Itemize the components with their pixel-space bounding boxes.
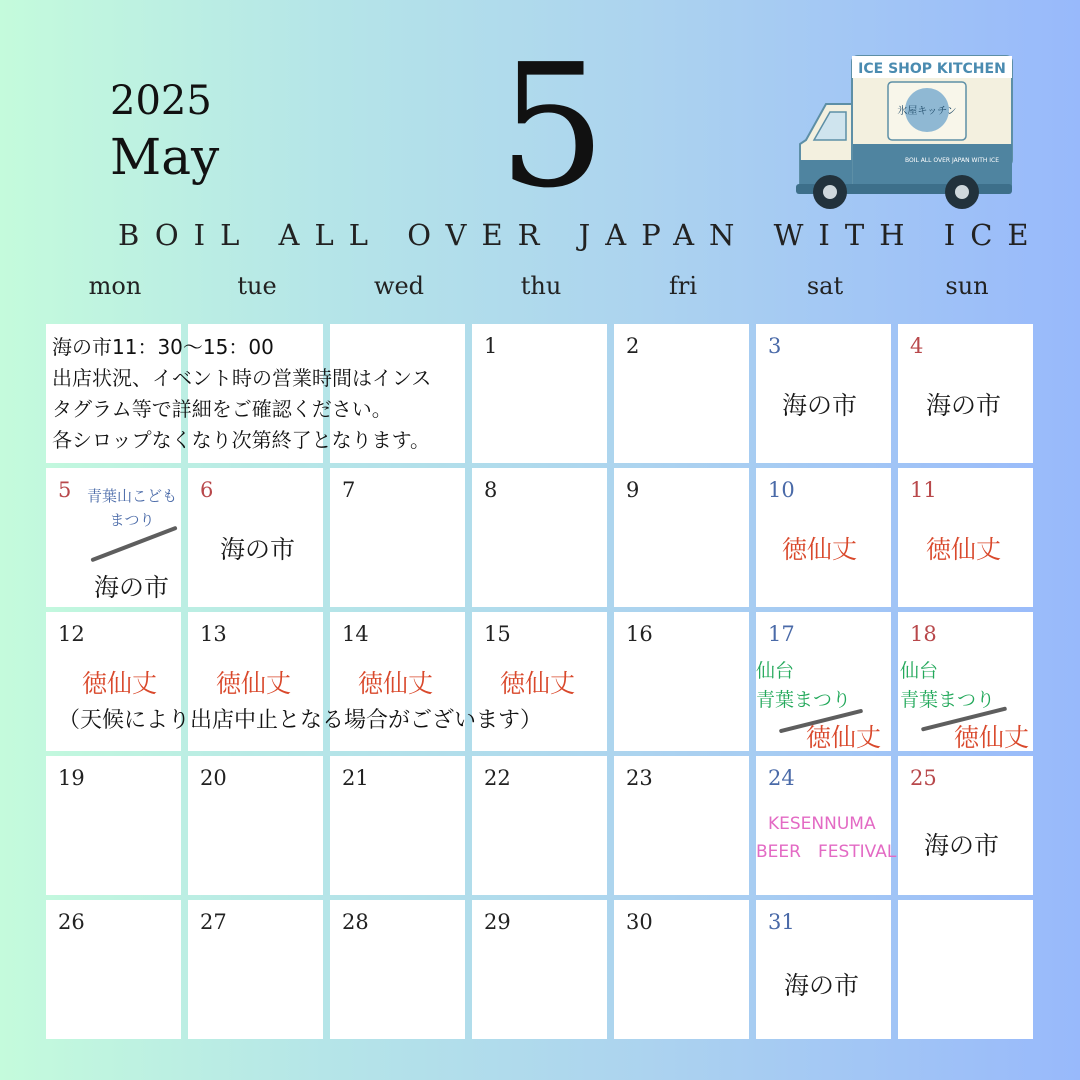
calendar-cell-day-16 <box>614 612 749 751</box>
event-umi-no-ichi: 海の市 <box>220 535 296 564</box>
event-tokusenjo: 徳仙丈 <box>216 669 292 698</box>
notice-line-1: 出店状況、イベント時の営業時間はインス <box>52 366 432 390</box>
calendar-cell-day-25 <box>898 756 1033 895</box>
notice-line-3: 各シロップなくなり次第終了となります。 <box>52 428 430 452</box>
day-number: 2 <box>626 334 640 358</box>
day-number: 3 <box>768 334 782 358</box>
event-aoba-matsuri: 青葉まつり <box>900 689 996 711</box>
day-number: 25 <box>910 766 937 790</box>
day-number: 30 <box>626 910 653 934</box>
notice-line-hours: 海の市11：30〜15：00 <box>52 335 274 359</box>
event-umi-no-ichi: 海の市 <box>782 391 858 420</box>
day-number: 9 <box>626 478 640 502</box>
notice-text <box>52 332 431 456</box>
event-umi-no-ichi: 海の市 <box>784 971 860 1000</box>
event-tokusenjo: 徳仙丈 <box>782 535 858 564</box>
weekday-wed: wed <box>373 272 425 300</box>
day-number: 19 <box>58 766 85 790</box>
calendar-cell-day-21 <box>330 756 465 895</box>
event-umi-no-ichi: 海の市 <box>924 831 1000 860</box>
calendar-cell-day-24 <box>756 756 897 895</box>
calendar-cell-day-9 <box>614 468 749 607</box>
event-sendai: 仙台 <box>756 660 795 682</box>
day-number: 16 <box>626 622 653 646</box>
calendar-cell-empty <box>898 900 1033 1039</box>
calendar-cell-day-1 <box>472 324 607 463</box>
event-tokusenjo: 徳仙丈 <box>500 669 576 698</box>
month-number: 5 <box>498 28 607 226</box>
weekday-thu: thu <box>520 272 562 300</box>
weekday-sun: sun <box>945 272 989 300</box>
event-umi-no-ichi: 海の市 <box>94 573 170 602</box>
calendar-cell-day-30 <box>614 900 749 1039</box>
event-kesennuma-beer-festival-line2: BEER FESTIVAL <box>756 842 897 862</box>
event-tokusenjo: 徳仙丈 <box>82 669 158 698</box>
day-number: 27 <box>200 910 227 934</box>
day-number: 31 <box>768 910 795 934</box>
day-number: 10 <box>768 478 795 502</box>
event-tokusenjo: 徳仙丈 <box>926 535 1002 564</box>
calendar-cell-day-7 <box>330 468 465 607</box>
day-number: 23 <box>626 766 653 790</box>
calendar-cell-day-28 <box>330 900 465 1039</box>
calendar-cell-day-6 <box>188 468 323 607</box>
event-tokusenjo: 徳仙丈 <box>358 669 434 698</box>
truck-side-text: BOIL ALL OVER JAPAN WITH ICE <box>904 157 1000 164</box>
calendar-cell-day-20 <box>188 756 323 895</box>
year-label: 2025 <box>110 78 212 124</box>
tagline: BOIL ALL OVER JAPAN WITH ICE <box>118 218 1044 252</box>
month-name: May <box>110 128 220 186</box>
calendar-cell-day-31 <box>756 900 891 1039</box>
calendar-cell-day-4 <box>898 324 1033 463</box>
calendar-cell-day-2 <box>614 324 749 463</box>
day-number: 28 <box>342 910 369 934</box>
day-number: 17 <box>768 622 795 646</box>
day-number: 11 <box>910 478 937 502</box>
day-number: 8 <box>484 478 498 502</box>
day-number: 29 <box>484 910 511 934</box>
calendar-cell-day-29 <box>472 900 607 1039</box>
day-number: 5 <box>58 478 72 502</box>
weather-cancellation-note: （天候により出店中止となる場合がございます） <box>58 708 543 733</box>
day-number: 24 <box>768 766 795 790</box>
day-number: 12 <box>58 622 85 646</box>
event-aobayama-kodomo-matsuri: 青葉山こども まつり <box>86 487 177 529</box>
event-tokusenjo: 徳仙丈 <box>806 723 882 752</box>
calendar-cell-day-11 <box>898 468 1033 607</box>
truck-brand: ICE SHOP KITCHEN <box>858 61 1006 77</box>
weekday-mon: mon <box>88 272 142 300</box>
calendar-cell-day-8 <box>472 468 607 607</box>
day-number: 21 <box>342 766 369 790</box>
calendar-cell-day-3 <box>756 324 891 463</box>
calendar-cell-day-22 <box>472 756 607 895</box>
ice-truck-image <box>792 52 1018 212</box>
day-number: 4 <box>910 334 924 358</box>
truck-sign: 氷屋キッチン <box>897 106 957 117</box>
day-number: 26 <box>58 910 85 934</box>
day-number: 20 <box>200 766 227 790</box>
calendar-cell-day-10 <box>756 468 891 607</box>
calendar-cell-day-5 <box>46 468 181 607</box>
calendar-cell-day-26 <box>46 900 181 1039</box>
event-kesennuma-beer-festival-line1: KESENNUMA <box>768 814 876 834</box>
day-number: 14 <box>342 622 369 646</box>
calendar-cell-day-17 <box>756 612 891 751</box>
calendar-cell-day-18 <box>898 612 1033 751</box>
weekday-fri: fri <box>668 272 698 300</box>
day-number: 22 <box>484 766 511 790</box>
day-number: 18 <box>910 622 937 646</box>
day-number: 13 <box>200 622 227 646</box>
calendar-cell-day-19 <box>46 756 181 895</box>
event-aoba-matsuri: 青葉まつり <box>756 689 852 711</box>
day-number: 6 <box>200 478 214 502</box>
day-number: 15 <box>484 622 511 646</box>
day-number: 1 <box>484 334 498 358</box>
calendar-cell-day-23 <box>614 756 749 895</box>
day-number: 7 <box>342 478 356 502</box>
event-umi-no-ichi: 海の市 <box>926 391 1002 420</box>
calendar-cell-day-27 <box>188 900 323 1039</box>
event-tokusenjo: 徳仙丈 <box>954 723 1030 752</box>
event-sendai: 仙台 <box>900 660 939 682</box>
weekday-tue: tue <box>237 272 277 300</box>
weekday-sat: sat <box>806 272 844 300</box>
notice-line-2: タグラム等で詳細をご確認ください。 <box>52 397 392 421</box>
